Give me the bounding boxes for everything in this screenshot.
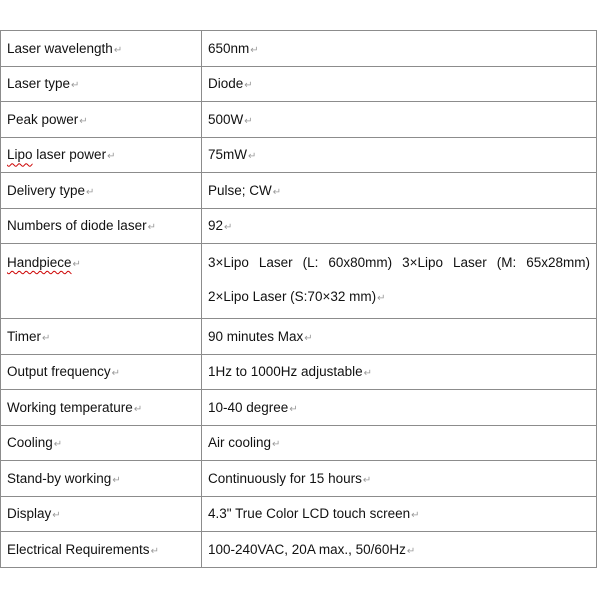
paragraph-mark-icon: ↵	[248, 151, 257, 163]
row-value-cell	[202, 137, 597, 173]
row-value: Continuously for 15 hours	[208, 470, 362, 486]
row-value: 100-240VAC, 20A max., 50/60Hz	[208, 541, 406, 557]
paragraph-mark-icon: ↵	[147, 222, 156, 234]
row-value-cell	[202, 66, 597, 102]
table-row	[1, 496, 597, 532]
row-value: 650nm	[208, 40, 250, 56]
row-label-cell	[1, 496, 202, 532]
paragraph-mark-icon: ↵	[112, 474, 121, 486]
paragraph-mark-icon: ↵	[377, 293, 386, 304]
row-value: 500W	[208, 111, 244, 127]
paragraph-mark-icon: ↵	[133, 403, 143, 415]
row-value: 75mW	[208, 147, 248, 163]
row-value-cell	[202, 496, 597, 532]
paragraph-mark-icon: ↵	[272, 439, 281, 451]
row-value-cell	[202, 102, 597, 138]
row-label: Output frequency	[7, 364, 111, 380]
paragraph-mark-icon: ↵	[53, 439, 63, 451]
row-value: 10-40 degree	[208, 399, 289, 415]
paragraph-mark-icon: ↵	[244, 80, 253, 92]
row-value: 92	[208, 218, 224, 234]
row-label: Numbers of diode laser	[7, 218, 147, 234]
row-label-cell	[1, 137, 202, 173]
row-value-cell	[202, 532, 597, 568]
row-label-cell	[1, 208, 202, 244]
table-row	[1, 244, 597, 319]
paragraph-mark-icon: ↵	[406, 545, 416, 557]
paragraph-mark-icon: ↵	[411, 510, 420, 522]
paragraph-mark-icon: ↵	[42, 332, 51, 344]
row-label: laser power	[32, 147, 107, 163]
table-row	[1, 532, 597, 568]
row-value: 90 minutes Max	[208, 328, 304, 344]
row-value-cell	[202, 354, 597, 390]
row-label-cell	[1, 354, 202, 390]
row-label: Stand-by working	[7, 470, 112, 486]
row-label: Peak power	[7, 111, 79, 127]
row-value-cell	[202, 31, 597, 67]
paragraph-mark-icon: ↵	[71, 80, 80, 92]
table-row	[1, 137, 597, 173]
paragraph-mark-icon: ↵	[52, 510, 61, 522]
row-label: Display	[7, 506, 52, 522]
table-row	[1, 319, 597, 355]
row-label: Electrical Requirements	[7, 541, 150, 557]
paragraph-mark-icon: ↵	[86, 186, 95, 198]
paragraph-mark-icon: ↵	[79, 115, 88, 127]
paragraph-mark-icon: ↵	[250, 44, 259, 56]
row-value: Diode	[208, 76, 244, 92]
row-label: Delivery type	[7, 182, 86, 198]
row-label-cell	[1, 244, 202, 319]
paragraph-mark-icon: ↵	[244, 115, 253, 127]
table-row	[1, 461, 597, 497]
row-value: 1Hz to 1000Hz adjustable	[208, 364, 363, 380]
row-value-cell	[202, 461, 597, 497]
row-label: Working temperature	[7, 399, 133, 415]
row-value-cell	[202, 244, 597, 319]
row-value-cell	[202, 319, 597, 355]
row-value: Pulse; CW	[208, 182, 272, 198]
table-row	[1, 390, 597, 426]
row-label-cell	[1, 173, 202, 209]
row-label-cell	[1, 532, 202, 568]
table-row	[1, 102, 597, 138]
paragraph-mark-icon: ↵	[111, 368, 120, 380]
row-value: 4.3" True Color LCD touch screen	[208, 506, 411, 522]
paragraph-mark-icon: ↵	[72, 259, 81, 270]
table-row	[1, 31, 597, 67]
row-label: Cooling	[7, 435, 53, 451]
row-label-cell	[1, 319, 202, 355]
specification-table	[0, 30, 597, 568]
paragraph-mark-icon: ↵	[107, 151, 116, 163]
row-label-cell	[1, 66, 202, 102]
row-label: Laser type	[7, 76, 71, 92]
table-row	[1, 173, 597, 209]
row-value-cell	[202, 425, 597, 461]
row-label: Timer	[7, 328, 41, 344]
row-label-cell	[1, 31, 202, 67]
row-label-cell	[1, 390, 202, 426]
row-value-line: 2×Lipo Laser (S:70×32 mm)	[208, 289, 377, 304]
row-value: Air cooling	[208, 435, 272, 451]
row-label-cell	[1, 461, 202, 497]
paragraph-mark-icon: ↵	[224, 222, 233, 234]
row-label: Handpiece	[7, 255, 72, 270]
row-label-cell	[1, 425, 202, 461]
row-label-spellcheck-word: Lipo	[7, 147, 33, 163]
table-row	[1, 208, 597, 244]
row-label-cell	[1, 102, 202, 138]
paragraph-mark-icon: ↵	[363, 368, 372, 380]
paragraph-mark-icon: ↵	[150, 545, 159, 557]
table-row	[1, 425, 597, 461]
row-value-cell	[202, 208, 597, 244]
paragraph-mark-icon: ↵	[113, 44, 123, 56]
paragraph-mark-icon: ↵	[289, 403, 298, 415]
paragraph-mark-icon: ↵	[304, 332, 313, 344]
table-row	[1, 354, 597, 390]
table-row	[1, 66, 597, 102]
paragraph-mark-icon: ↵	[362, 474, 372, 486]
paragraph-mark-icon: ↵	[272, 186, 282, 198]
row-value-cell	[202, 173, 597, 209]
row-value-line: 3×Lipo Laser (L: 60x80mm) 3×Lipo Laser (M: 65x28mm)	[208, 255, 590, 270]
row-label: Laser wavelength	[7, 40, 113, 56]
row-value-cell	[202, 390, 597, 426]
